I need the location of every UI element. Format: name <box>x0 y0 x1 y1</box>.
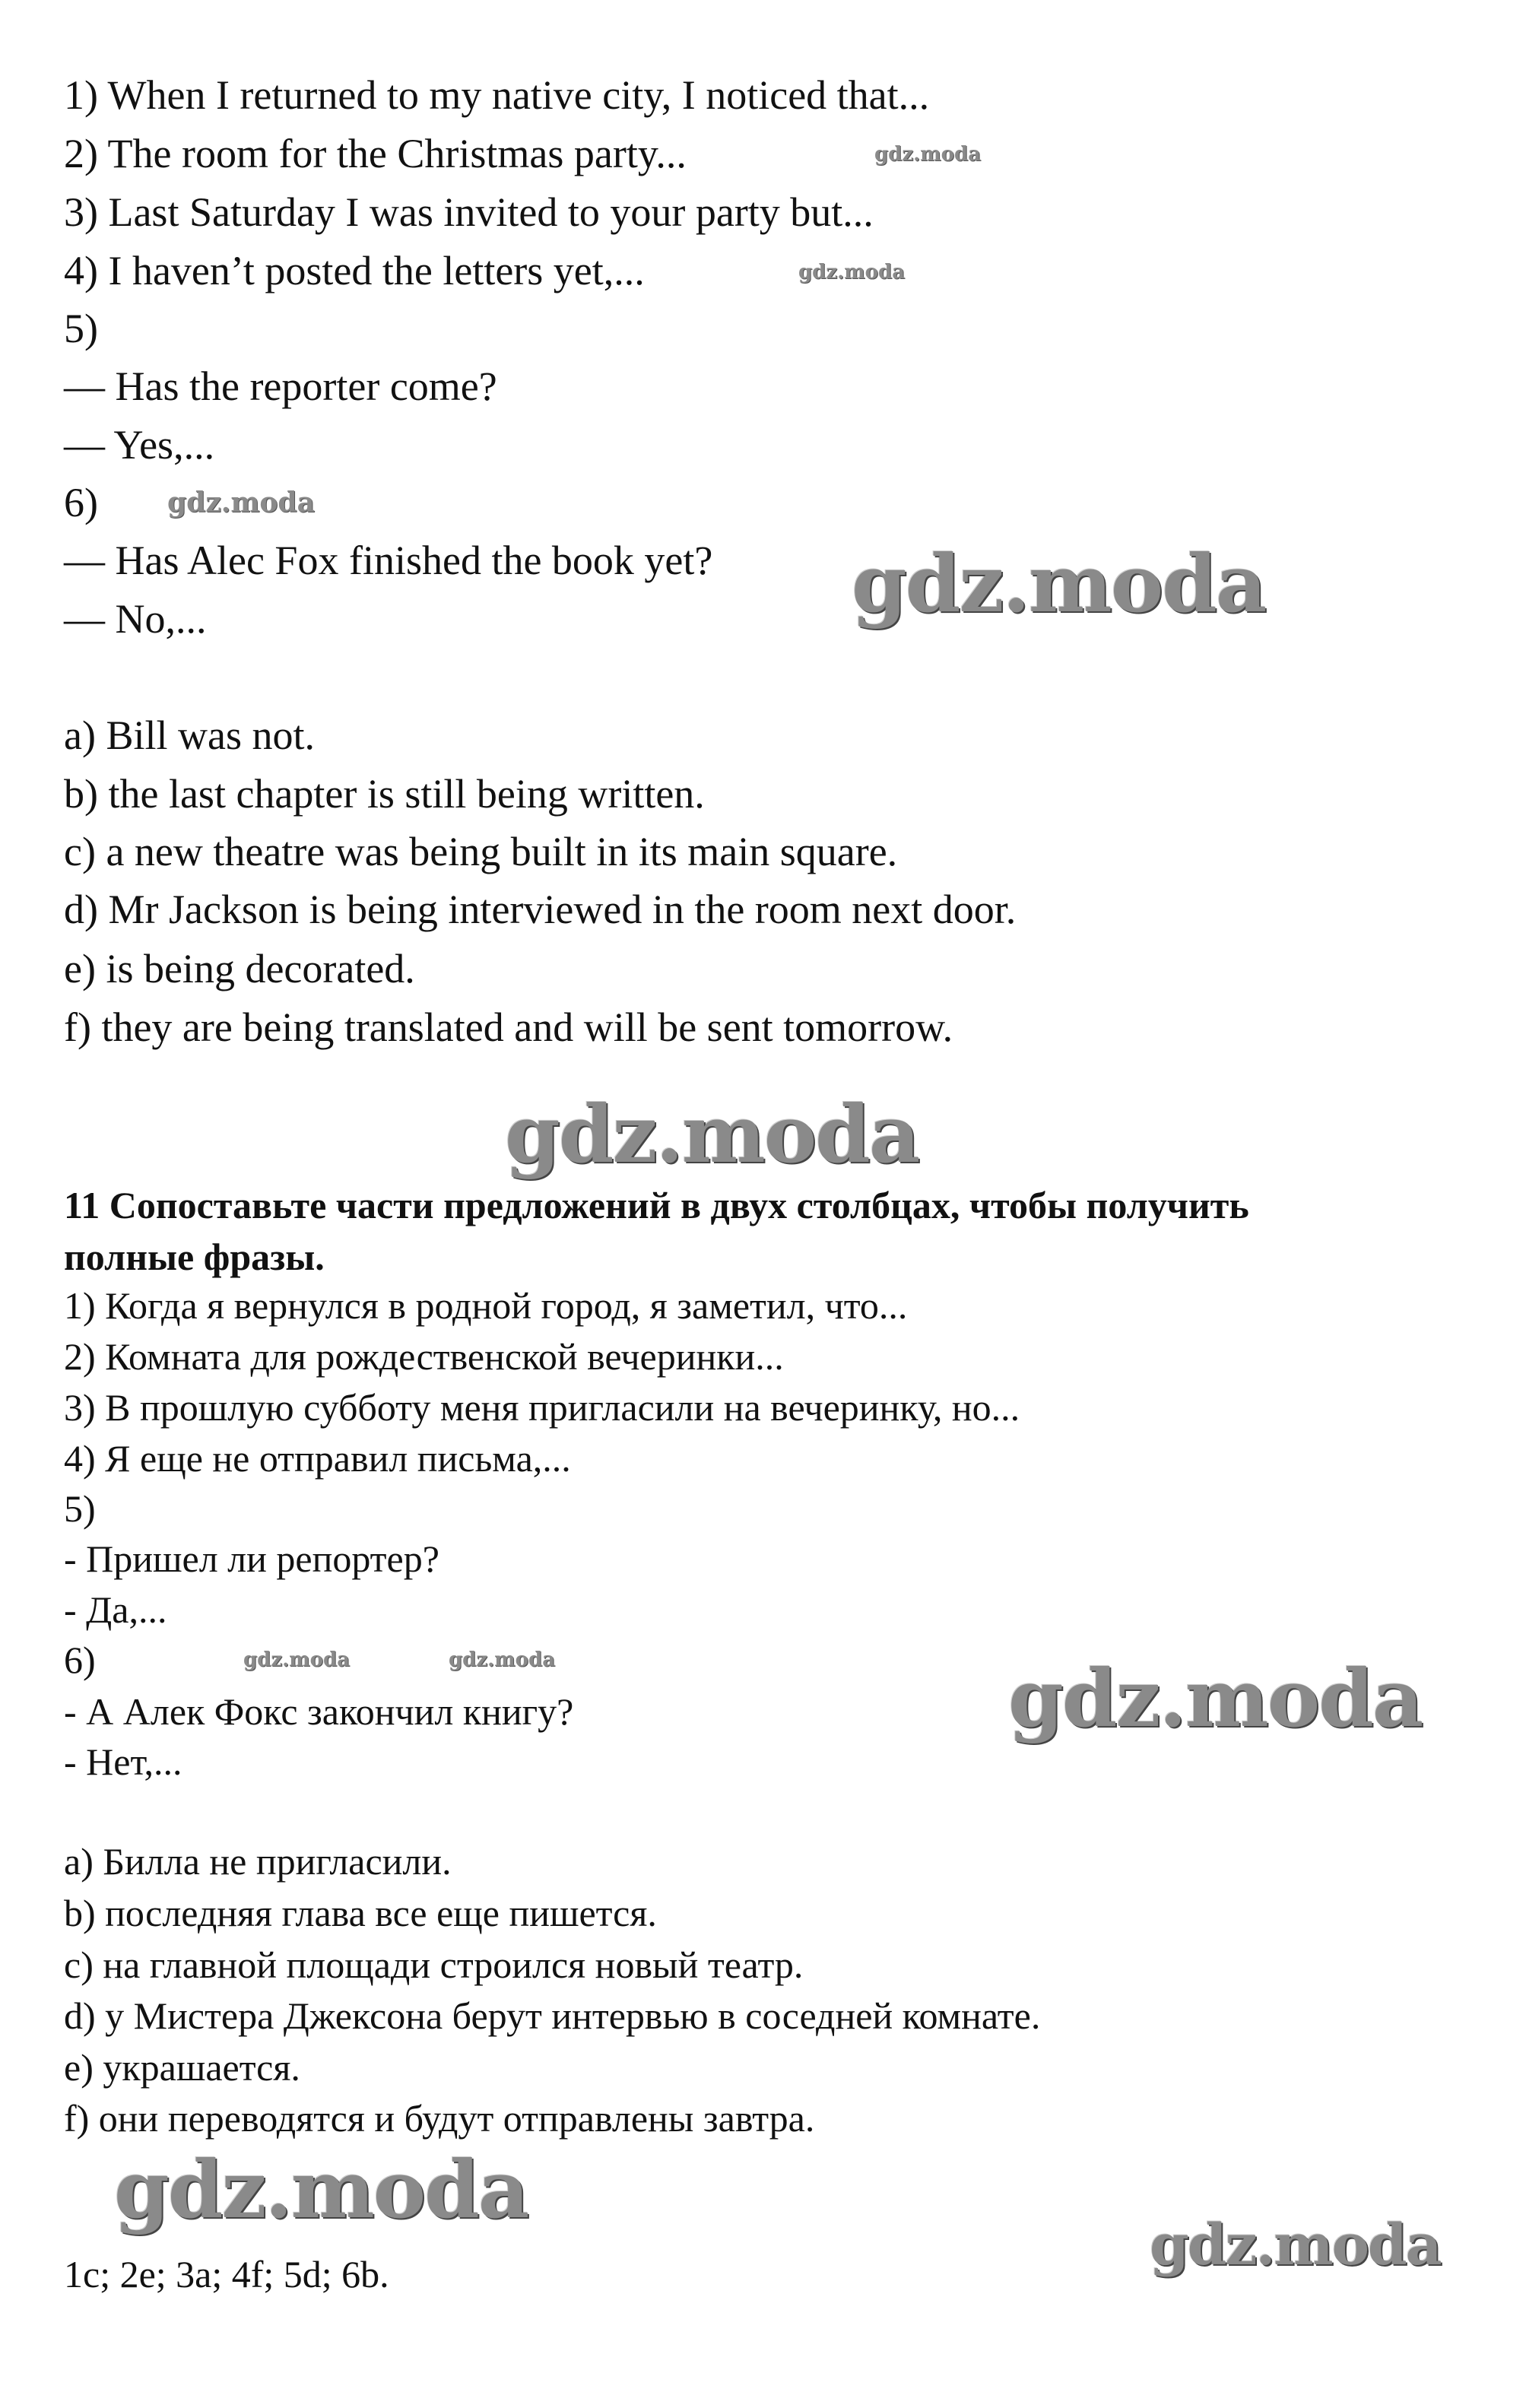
english-item: 4) I haven’t posted the letters yet,... <box>64 248 645 293</box>
russian-item: - Пришел ли репортер? <box>64 1537 439 1580</box>
russian-ending: d) у Мистера Джексона берут интервью в соседней комнате. <box>64 1994 1041 2037</box>
english-item: — Has Alec Fox finished the book yet? <box>64 538 713 583</box>
watermark-logo: gdz.moda <box>243 1648 351 1671</box>
watermark-logo: gdz.moda <box>114 2143 528 2236</box>
watermark-logo: gdz.moda <box>798 261 906 284</box>
watermark-logo: gdz.moda <box>1150 2213 1441 2278</box>
russian-item: 6) <box>64 1639 96 1681</box>
english-item: — Has the reporter come? <box>64 363 497 409</box>
russian-item: - А Алек Фокс закончил книгу? <box>64 1690 574 1733</box>
english-item: 2) The room for the Christmas party... <box>64 131 687 176</box>
russian-ending: f) они переводятся и будут отправлены завтра. <box>64 2097 815 2140</box>
english-ending: a) Bill was not. <box>64 712 315 758</box>
russian-item: 5) <box>64 1487 96 1530</box>
russian-ending: c) на главной площади строился новый театр. <box>64 1943 804 1986</box>
english-item: — Yes,... <box>64 422 215 468</box>
exercise-heading: полные фразы. <box>64 1236 325 1278</box>
english-ending: c) a new theatre was being built in its main square. <box>64 829 898 874</box>
english-item: 6) <box>64 480 98 525</box>
english-item: 5) <box>64 306 98 351</box>
english-ending: e) is being decorated. <box>64 946 415 991</box>
english-ending: f) they are being translated and will be sent tomorrow. <box>64 1004 953 1050</box>
russian-ending: a) Билла не пригласили. <box>64 1840 452 1883</box>
watermark-logo: gdz.moda <box>505 1087 919 1181</box>
russian-item: 2) Комната для рождественской вечеринки... <box>64 1335 784 1378</box>
russian-item: 1) Когда я вернулся в родной город, я заметил, что... <box>64 1284 908 1327</box>
watermark-logo: gdz.moda <box>167 487 315 519</box>
exercise-heading: 11 Сопоставьте части предложений в двух столбцах, чтобы получить <box>64 1184 1249 1226</box>
english-ending: b) the last chapter is still being written. <box>64 771 705 817</box>
answer-key: 1c; 2e; 3a; 4f; 5d; 6b. <box>64 2253 389 2295</box>
russian-item: - Нет,... <box>64 1740 182 1783</box>
russian-item: 3) В прошлую субботу меня пригласили на вечеринку, но... <box>64 1386 1020 1429</box>
russian-item: 4) Я еще не отправил письма,... <box>64 1437 571 1480</box>
russian-ending: e) украшается. <box>64 2046 300 2089</box>
russian-item: - Да,... <box>64 1588 167 1631</box>
english-item: 3) Last Saturday I was invited to your party but... <box>64 189 874 235</box>
watermark-logo: gdz.moda <box>1008 1651 1423 1745</box>
english-item: — No,... <box>64 596 207 642</box>
watermark-logo: gdz.moda <box>874 143 982 166</box>
english-item: 1) When I returned to my native city, I noticed that... <box>64 72 930 118</box>
watermark-logo: gdz.moda <box>449 1648 556 1671</box>
watermark-logo: gdz.moda <box>852 537 1266 630</box>
russian-ending: b) последняя глава все еще пишется. <box>64 1892 657 1934</box>
english-ending: d) Mr Jackson is being interviewed in the room next door. <box>64 887 1017 932</box>
